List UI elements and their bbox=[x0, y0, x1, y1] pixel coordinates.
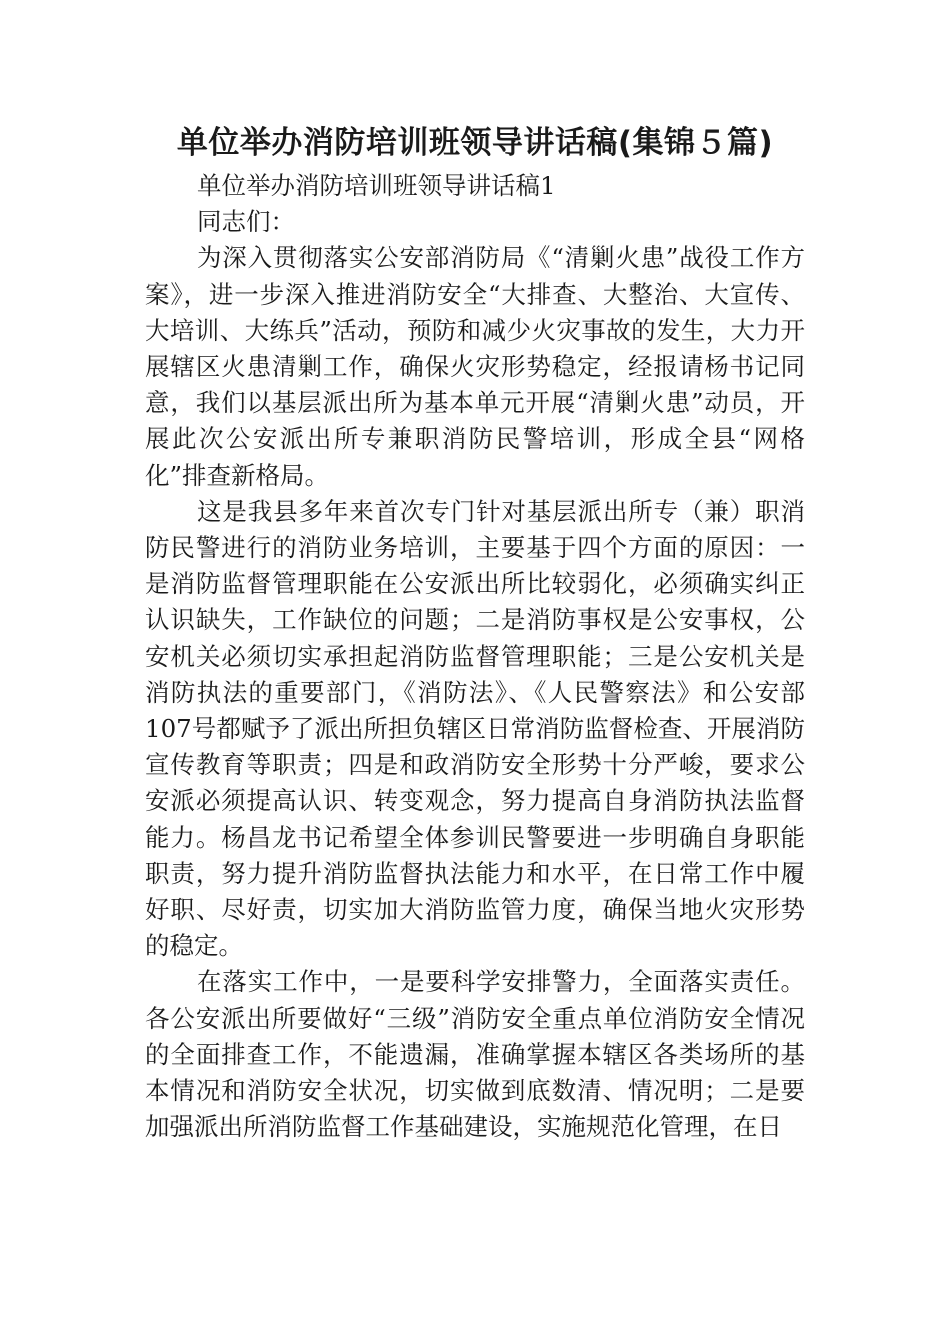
document-title: 单位举办消防培训班领导讲话稿(集锦５篇) bbox=[176, 125, 774, 161]
salutation: 同志们： bbox=[197, 207, 295, 237]
paragraph-1: 为深入贯彻落实公安部消防局《“清剿火患”战役工作方案》，进一步深入推进消防安全“大排查、大整治、大宣传、大培训、大练兵”活动，预防和减少火灾事故的发生，大力开展辖区火患清剿工作，确保火灾形势稳定，经报请杨书记同意，我们以基层派出所为基本单元开展“清剿火患”动员，开展此次公安派出所专兼职消防民警培训，形成全县“网格化”排查新格局。 bbox=[145, 243, 805, 490]
paragraph-2: 这是我县多年来首次专门针对基层派出所专（兼）职消防民警进行的消防业务培训，主要基于四个方面的原因：一是消防监督管理职能在公安派出所比较弱化，必须确实纠正认识缺失，工作缺位的问题；二是消防事权是公安事权，公安机关必须切实承担起消防监督管理职能；三是公安机关是消防执法的重要部门，《消防法》、《人民警察法》和公安部107号都赋予了派出所担负辖区日常消防监督检查、开展消防宣传教育等职责；四是和政消防安全形势十分严峻，要求公安派必须提高认识、转变观念，努力提高自身消防执法监督能力。杨昌龙书记希望全体参训民警要进一步明确自身职能职责，努力提升消防监督执法能力和水平，在日常工作中履好职、尽好责，切实加大消防监管力度，确保当地火灾形势的稳定。 bbox=[145, 496, 805, 961]
paragraph-3: 在落实工作中，一是要科学安排警力，全面落实责任。各公安派出所要做好“三级”消防安全重点单位消防安全情况的全面排查工作，不能遗漏，准确掌握本辖区各类场所的基本情况和消防安全状况，切实做到底数清、情况明；二是要加强派出所消防监督工作基础建设，实施规范化管理，在日 bbox=[145, 967, 805, 1142]
document-page bbox=[145, 118, 805, 1145]
document-subtitle: 单位举办消防培训班领导讲话稿1 bbox=[197, 171, 556, 200]
